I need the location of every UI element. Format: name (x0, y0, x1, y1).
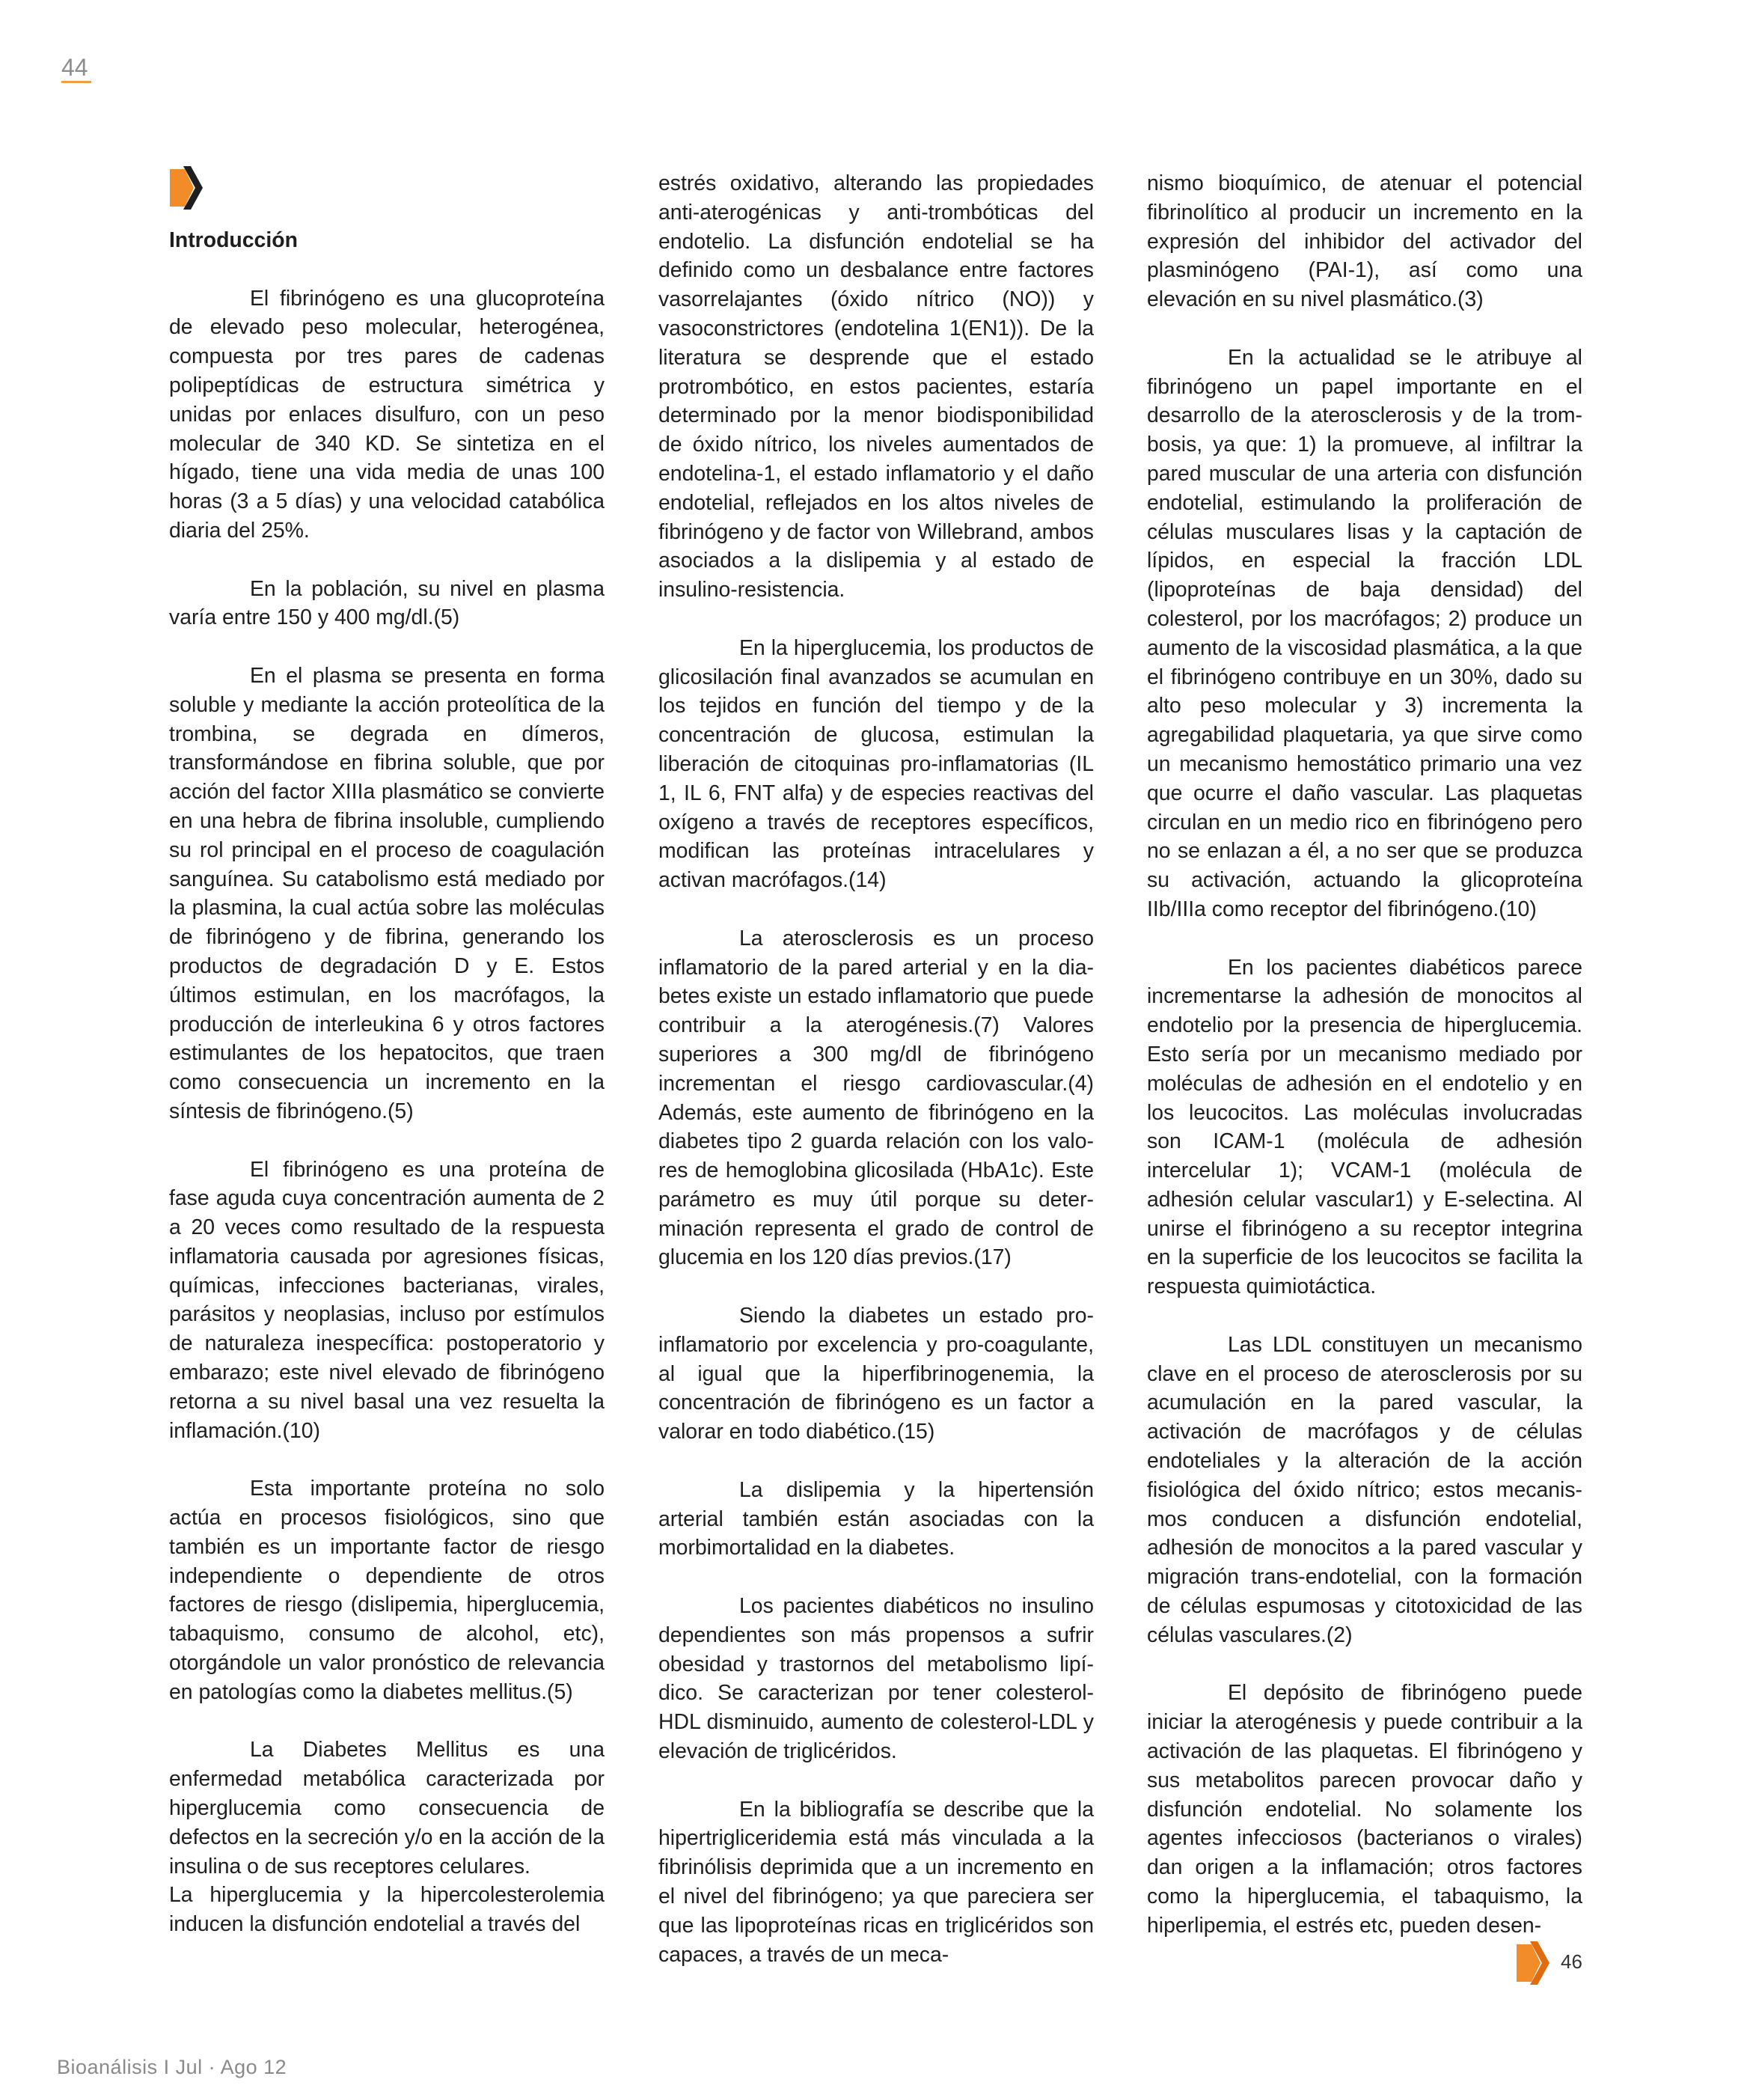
paragraph: En los pacientes diabéticos parece incrementarse la adhesión de monocitos al endotelio por la presencia de hiperglucemia. Esto sería por un mecanismo mediado por moléculas de adhesión en el endotelio y en los leucocitos. Las moléculas involucradas son ICAM-1 (molécula de adhesión intercelular 1); VCAM-1 (molécula de adhesión celular vascular1) y E-selectina. Al unirse el fibrinógeno a su receptor integrina en la superficie de los leucocitos se facilita la respuesta quimiotáctica. (1147, 955, 1582, 1299)
paragraph: La hiperglucemia y la hipercolesterolemia inducen la disfunción endotelial a través del (169, 1883, 605, 1937)
section-heading: Introducción (169, 228, 298, 252)
article-column-2 (658, 169, 1094, 1969)
page-number-bottom: 46 (1561, 1950, 1582, 1973)
page-number-top: 44 (61, 55, 91, 83)
paragraph: En la bibliografía se describe que la hipertrigliceridemia está más vinculada a la fibrinólisis deprimida que a un incremento en el nivel del fibrinógeno; ya que pareciera ser que las lipoproteínas ricas en triglicéridos son capaces, a través de un meca- (658, 1797, 1094, 1967)
paragraph: Siendo la diabetes un estado pro-inflamatorio por excelencia y pro-coagulante, al igual que la hiperfibrinogenemia, la concentración de fibrinógeno es un factor a valorar en todo diabético.(15) (658, 1304, 1094, 1444)
double-chevron-right-icon (1515, 1941, 1552, 1985)
paragraph: estrés oxidativo, alterando las propiedades anti-aterogénicas y anti-trombóticas del endotelio. La disfunción endotelial se ha definido como un desbalance entre factores vasorrelajantes (óxido nítrico (NO)) y vasoconstrictores (endotelina 1(EN1)). De la literatura se desprende que el estado protrombótico, en estos pacientes, estaría determinado por la menor biodisponibilidad de óxido nítrico, los niveles aumentados de endotelina-1, el estado inflamatorio y el daño endotelial, reflejados en los altos niveles de fibrinógeno y de factor von Willebrand, ambos asociados a la dislipemia y al estado de insulino-resistencia. (658, 171, 1094, 602)
paragraph: nismo bioquímico, de atenuar el potencial fibrinolítico al producir un incremento en la expresión del inhibidor del activador del plasminógeno (PAI-1), así como una elevación en su nivel plasmático.(3) (1147, 171, 1582, 312)
paragraph: Los pacientes diabéticos no insulino dependientes son más propensos a sufrir obesidad y trastornos del metabolismo lipídico. Se caracterizan por tener colesterol-HDL disminuido, aumento de colesterol-LDL y elevación de triglicéridos. (658, 1594, 1094, 1764)
paragraph: En el plasma se presenta en forma soluble y mediante la acción proteolítica de la trombina, se degrada en dímeros, transformándose en fibrina soluble, que por acción del factor XIIIa plasmático se convierte en una hebra de fibrina insoluble, cumpliendo su rol principal en el proceso de coagulación sanguínea. Su catabolismo está mediado por la plasmina, la cual actúa sobre las moléculas de fibrinógeno y de fibrina, generando los productos de degradación D y E. Estos últimos estimulan, en los macrófagos, la producción de interleukina 6 y otros factores estimulantes de los hepatocitos, que traen como consecuencia un incremento en la síntesis de fibrinógeno.(5) (169, 663, 605, 1123)
paragraph: Las LDL constituyen un mecanismo clave en el proceso de aterosclerosis por su acumulación en la pared vascular, la activación de macrófagos y de células endoteliales y la alteración de la acción fisiológica del óxido nítrico; estos mecanismos conducen a disfunción endotelial, adhesión de monocitos a la pared vascular y migración trans-endotelial, con la formación de células espumosas y citotoxicidad de las células vasculares.(2) (1147, 1332, 1582, 1647)
paragraph: El depósito de fibrinógeno puede iniciar la aterogénesis y puede contribuir a la activación de las plaquetas. El fibrinógeno y sus metabolitos parecen provocar daño y disfunción endotelial. No solamente los agentes infecciosos (bacterianos o virales) dan origen a la inflamación; otros factores como la hiperglucemia, el tabaquismo, la hiperlipemia, el estrés etc, pueden desen- (1147, 1681, 1582, 1938)
paragraph: En la hiperglucemia, los productos de glicosilación final avanzados se acumulan en los tejidos en función del tiempo y de la concentración de glucosa, estimulan la liberación de citoquinas pro-inflamatorias (IL 1, IL 6, FNT alfa) y de especies reactivas del oxígeno a través de receptores específicos, modifican las proteínas intracelulares y activan macrófagos.(14) (658, 635, 1094, 893)
article-column-1 (169, 226, 605, 1939)
paragraph: Esta importante proteína no solo actúa en procesos fisiológicos, sino que también es un importante factor de riesgo independiente o dependiente de otros factores de riesgo (dislipemia, hiperglucemia, tabaquismo, consumo de alcohol, etc), otorgándole un valor pronóstico de relevancia en patologías como la diabetes mellitus.(5) (169, 1477, 605, 1704)
article-column-3 (1147, 169, 1582, 1941)
paragraph: En la actualidad se le atribuye al fibrinógeno un papel importante en el desarrollo de la aterosclerosis y de la trombosis, ya que: 1) la promueve, al infiltrar la pared muscular de una arteria con disfunción endotelial, estimulando la proliferación de células musculares lisas y la captación de lípidos, en especial la fracción LDL (lipoproteínas de baja densidad) del colesterol, por los macrófagos; 2) produce un aumento de la viscosidad plasmática, a la que el fibrinógeno contribuye en un 30%, dado su alto peso molecular y 3) incrementa la agregabilidad plaquetaria, ya que sirve como un mecanismo hemostático primario una vez que ocurre el daño vascular. Las plaquetas circulan en un medio rico en fibrinógeno pero no se enlazan a él, a no ser que se produzca su activación, actuando la glicoproteína IIb/IIIa como receptor del fibrinógeno.(10) (1147, 345, 1582, 921)
paragraph: La Diabetes Mellitus es una enfermedad metabólica caracterizada por hiperglucemia como consecuencia de defectos en la secreción y/o en la acción de la insulina o de sus receptores celulares. (169, 1738, 605, 1878)
paragraph: La aterosclerosis es un proceso inflamatorio de la pared arterial y en la diabetes existe un estado inflamatorio que puede contribuir a la aterogénesis.(7) Valores superiores a 300 mg/dl de fibrinógeno incrementan el riesgo cardiovascular.(4) Además, este aumento de fibrinógeno en la diabetes tipo 2 guarda relación con los valores de hemoglobina glicosilada (HbA1c). Este parámetro es muy útil porque su determinación representa el grado de control de glucemia en los 120 días previos.(17) (658, 926, 1094, 1270)
paragraph: El fibrinógeno es una proteína de fase aguda cuya concentración aumenta de 2 a 20 veces como resultado de la respuesta inflamatoria causada por agresiones físicas, químicas, infecciones bacterianas, virales, parásitos y neoplasias, incluso por estímulos de naturaleza inespecífica: postoperatorio y embarazo; este nivel elevado de fibrinógeno retorna a su nivel basal una vez resuelta la inflamación.(10) (169, 1157, 605, 1443)
paragraph: El fibrinógeno es una glucoproteína de elevado peso molecular, heterogénea, compuesta por tres pares de cadenas polipeptídicas de estructura simétrica y unidas por enlaces disulfuro, con un peso molecular de 340 KD. Se sintetiza en el hígado, tiene una vida media de unas 100 horas (3 a 5 días) y una velocidad catabólica diaria del 25%. (169, 286, 605, 543)
paragraph: En la población, su nivel en plasma varía entre 150 y 400 mg/dl.(5) (169, 576, 605, 630)
journal-footer: Bioanálisis I Jul · Ago 12 (57, 2056, 287, 2078)
paragraph: La dislipemia y la hipertensión arterial también están asociadas con la morbimortalidad en la diabetes. (658, 1477, 1094, 1560)
double-chevron-right-icon (168, 166, 206, 210)
